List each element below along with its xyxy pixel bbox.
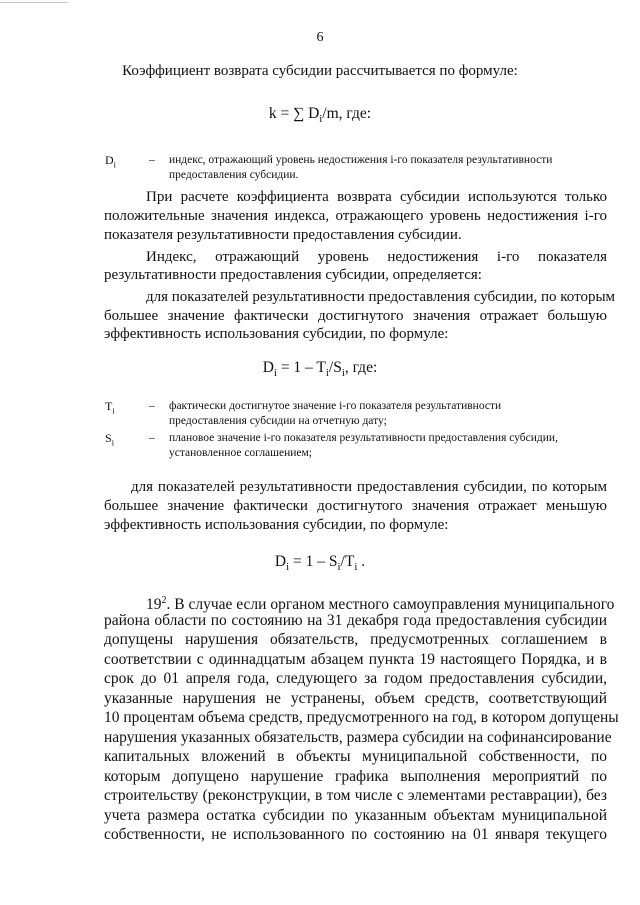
page-number: 6: [316, 30, 324, 45]
definition-text: [169, 431, 609, 461]
definition-line: предоставления субсидии.: [169, 169, 299, 181]
paragraph-line: срок до 01 апреля года, следующего за годом предоставления субсидии,: [104, 670, 607, 687]
paragraph-line: эффективность использования субсидии, по формуле:: [104, 326, 449, 342]
paragraph-line: соответствии с одиннадцатым абзацем пункта 19 настоящего Порядка, и в: [104, 651, 607, 668]
definition-line: плановое значение i-го показателя результативности предоставления субсидии,: [169, 432, 558, 444]
definition-text: [169, 153, 609, 183]
definition-dash: –: [149, 400, 155, 412]
paragraph-line: показателя результативности предоставления субсидии.: [104, 227, 462, 243]
paragraph-line: капитальных вложений в объекты муниципальной собственности, по: [104, 748, 607, 765]
paragraph-line: допущены нарушения обязательств, предусмотренных соглашением в: [104, 631, 607, 648]
paragraph-line: результативности предоставления субсидии, определяется:: [104, 267, 482, 283]
paragraph-line: 10 процентам объема средств, предусмотренного на год, в котором допущены: [104, 709, 619, 726]
paragraph-line: для показателей результативности предоставления субсидии, по которым: [146, 289, 616, 305]
definition-text: [169, 399, 609, 429]
paragraph-line: положительные значения индекса, отражающего уровень недостижения i-го: [104, 208, 607, 224]
formula-d2: $D_i = 1 - S_i/T_i$ .: [274, 553, 366, 574]
paragraph-line: для показателей результативности предоставления субсидии, по которым: [131, 479, 607, 495]
formula-k: k = ∑ $D_i/m$, где:: [268, 105, 372, 126]
paragraph-line: строительству (реконструкции, в том числе с элементами реставрации), без: [104, 787, 607, 804]
definition-line: установленное соглашением;: [169, 447, 313, 459]
paragraph-line: района области по состоянию на 31 декабря года предоставления субсидии: [104, 612, 607, 629]
paragraph-line: большее значение фактически достигнутого значения отражает меньшую: [104, 498, 607, 514]
definition-line: индекс, отражающий уровень недостижения i-го показателя результативности: [169, 154, 553, 166]
paragraph-line: Индекс, отражающий уровень недостижения i-го показателя: [146, 249, 607, 265]
definition-line: фактически достигнутое значение i-го показателя результативности: [169, 400, 502, 412]
definition-symbol: $T_i$: [105, 399, 115, 416]
paragraph-line: указанные нарушения не устранены, объем средств, соответствующий: [104, 690, 607, 707]
definition-dash: –: [149, 432, 155, 444]
paragraph-line: $19^2$. В случае если органом местного самоуправления муниципального: [146, 595, 615, 614]
paragraph-line: которым допущено нарушение графика выполнения мероприятий по: [104, 768, 607, 785]
definition-symbol: $S_i$: [105, 431, 115, 448]
paragraph-line: учета размера остатка субсидии по указанным объектам муниципальной: [104, 807, 607, 824]
intro-line: Коэффициент возврата субсидии рассчитывается по формуле:: [122, 63, 518, 79]
paragraph-line: нарушения указанных обязательств, размера субсидии на софинансирование: [104, 729, 612, 746]
paragraph-line: При расчете коэффициента возврата субсидии используются только: [146, 189, 607, 205]
definition-symbol: $D_i$: [105, 153, 116, 170]
paragraph-line: собственности, не использованного по состоянию на 01 января текущего: [104, 826, 607, 843]
formula-d1: $D_i = 1 - T_i/S_i$, где:: [262, 359, 378, 380]
paragraph-line: эффективность использования субсидии, по формуле:: [104, 517, 449, 533]
definition-dash: –: [149, 154, 155, 166]
paragraph-line: большее значение фактически достигнутого значения отражает большую: [104, 308, 607, 324]
definition-d: [105, 153, 625, 185]
definition-t: [105, 399, 625, 431]
definition-s: [105, 431, 625, 463]
definition-line: предоставления субсидии на отчетную дату;: [169, 415, 387, 427]
